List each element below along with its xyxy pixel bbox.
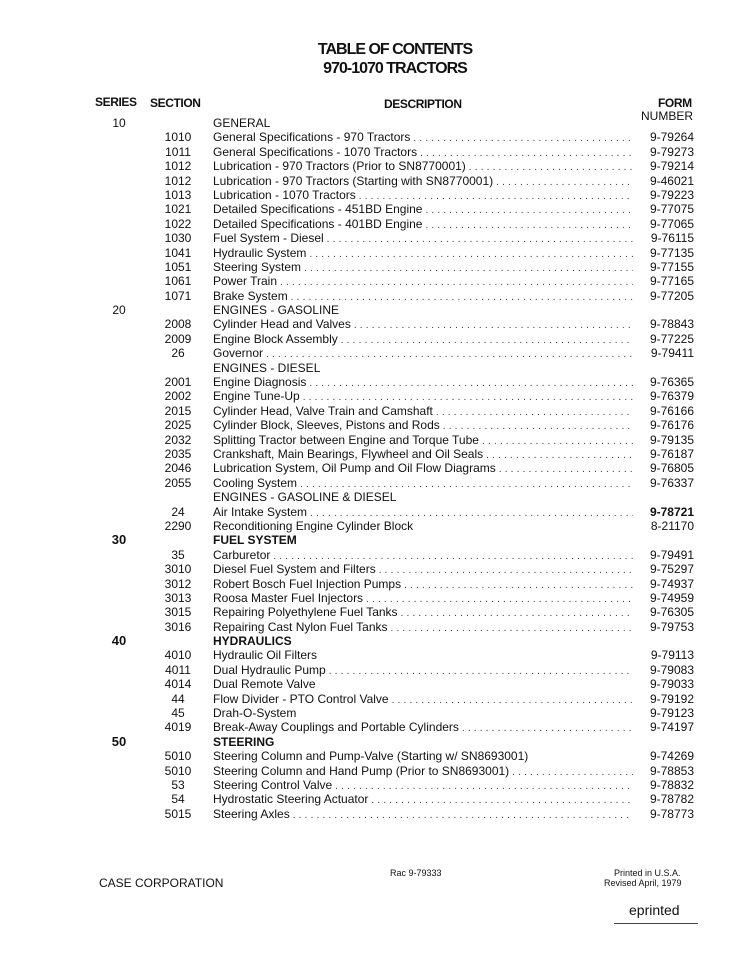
form-number-cell: 9-79264 bbox=[649, 130, 694, 145]
section-cell: 2290 bbox=[164, 518, 192, 533]
section-cell: 1071 bbox=[164, 288, 192, 303]
section-cell: 2035 bbox=[164, 446, 192, 461]
table-row bbox=[0, 577, 741, 591]
form-number-cell: 9-79123 bbox=[649, 706, 694, 721]
section-cell: 2009 bbox=[164, 331, 192, 346]
form-number-cell: 9-76805 bbox=[649, 461, 694, 476]
table-row bbox=[0, 533, 741, 547]
description-cell: Hydraulic Oil Filters bbox=[213, 648, 318, 663]
description-cell: Steering Column and Hand Pump (Prior to SN8693001) . . . bbox=[213, 764, 633, 780]
table-row bbox=[0, 490, 741, 504]
form-number-cell: 9-76115 bbox=[650, 231, 694, 246]
section-column-header: SECTION bbox=[150, 96, 201, 110]
section-cell: 4019 bbox=[164, 720, 192, 735]
table-row bbox=[0, 303, 741, 317]
form-number-cell: 9-77205 bbox=[649, 288, 694, 303]
description-cell: Carburetor . . . bbox=[213, 548, 633, 564]
description-cell: Flow Divider - PTO Control Valve . . . bbox=[213, 692, 633, 708]
table-row bbox=[0, 447, 741, 461]
form-number-cell: 9-77225 bbox=[649, 331, 694, 346]
section-cell: 35 bbox=[171, 547, 185, 562]
section-cell: 1022 bbox=[164, 216, 192, 231]
table-row bbox=[0, 505, 741, 519]
form-number-cell: 9-79753 bbox=[649, 619, 694, 634]
description-cell: HYDRAULICS bbox=[213, 634, 292, 649]
description-cell: Governor . . . bbox=[213, 346, 633, 362]
description-cell: ENGINES - DIESEL bbox=[213, 360, 321, 375]
form-number-cell: 9-74197 bbox=[649, 720, 694, 735]
series-cell: 30 bbox=[111, 532, 127, 548]
description-cell: Detailed Specifications - 401BD Engine . . . bbox=[213, 217, 633, 233]
form-number-cell: 9-76379 bbox=[649, 389, 694, 404]
number-column-header: NUMBER bbox=[641, 109, 694, 123]
table-row bbox=[0, 145, 741, 159]
description-cell: Repairing Cast Nylon Fuel Tanks . . . bbox=[213, 620, 633, 636]
table-row bbox=[0, 289, 741, 303]
description-cell: Cooling System . . . bbox=[213, 476, 633, 492]
section-cell: 1051 bbox=[164, 259, 192, 274]
description-cell: Engine Diagnosis . . . bbox=[213, 375, 633, 391]
section-cell: 2008 bbox=[164, 317, 192, 332]
form-number-cell: 9-79273 bbox=[649, 144, 694, 159]
section-cell: 3010 bbox=[164, 562, 192, 577]
form-number-cell: 9-77135 bbox=[649, 245, 694, 260]
form-number-cell: 9-78843 bbox=[649, 317, 694, 332]
description-cell: Cylinder Head, Valve Train and Camshaft . . . bbox=[213, 404, 633, 420]
form-number-cell: 9-77155 bbox=[649, 259, 694, 274]
table-row bbox=[0, 663, 741, 677]
company-name: CASE CORPORATION bbox=[99, 876, 224, 890]
form-number-cell: 9-78832 bbox=[649, 777, 694, 792]
table-row bbox=[0, 677, 741, 691]
section-cell: 26 bbox=[171, 346, 185, 361]
table-row bbox=[0, 188, 741, 202]
section-cell: 1013 bbox=[164, 187, 192, 202]
description-column-header: DESCRIPTION bbox=[384, 97, 462, 111]
section-cell: 2055 bbox=[164, 475, 192, 490]
form-number-cell: 9-46021 bbox=[649, 173, 694, 188]
form-number-cell: 9-75297 bbox=[649, 562, 694, 577]
table-row bbox=[0, 231, 741, 245]
form-number-cell: 9-79113 bbox=[650, 648, 694, 663]
section-cell: 2015 bbox=[164, 403, 192, 418]
description-cell: Hydraulic System . . . bbox=[213, 246, 633, 262]
table-row bbox=[0, 375, 741, 389]
description-cell: Splitting Tractor between Engine and Torque Tube . . . bbox=[213, 433, 633, 449]
form-number-cell: 9-79083 bbox=[649, 662, 694, 677]
table-row bbox=[0, 461, 741, 475]
table-row bbox=[0, 778, 741, 792]
form-number-cell: 9-79192 bbox=[649, 691, 694, 706]
table-row bbox=[0, 433, 741, 447]
section-cell: 5015 bbox=[164, 806, 192, 821]
series-cell: 10 bbox=[112, 116, 126, 130]
table-row bbox=[0, 476, 741, 490]
section-cell: 1012 bbox=[164, 159, 192, 174]
section-cell: 1012 bbox=[164, 173, 192, 188]
section-cell: 54 bbox=[171, 792, 185, 807]
description-cell: Robert Bosch Fuel Injection Pumps . . . bbox=[213, 577, 633, 593]
description-cell: Crankshaft, Main Bearings, Flywheel and Oil Seals . . . bbox=[213, 447, 633, 463]
description-cell: Fuel System - Diesel . . . bbox=[213, 231, 633, 247]
description-cell: Roosa Master Fuel Injectors . . . bbox=[213, 591, 633, 607]
table-row bbox=[0, 361, 741, 375]
table-row bbox=[0, 605, 741, 619]
section-cell: 24 bbox=[171, 504, 185, 519]
section-cell: 4010 bbox=[164, 648, 192, 663]
description-cell: Cylinder Head and Valves . . . bbox=[213, 317, 633, 333]
section-cell: 2032 bbox=[164, 432, 192, 447]
contents-table bbox=[0, 116, 741, 821]
description-cell: Engine Tune-Up . . . bbox=[213, 389, 633, 405]
form-number-cell: 9-76187 bbox=[649, 446, 694, 461]
table-row bbox=[0, 706, 741, 720]
form-number-cell: 9-78773 bbox=[649, 806, 694, 821]
table-row bbox=[0, 634, 741, 648]
description-cell: Dual Remote Valve bbox=[213, 677, 316, 692]
table-row bbox=[0, 260, 741, 274]
table-row bbox=[0, 807, 741, 821]
description-cell: Lubrication - 970 Tractors (Prior to SN8770001) . . . bbox=[213, 159, 633, 175]
table-row bbox=[0, 591, 741, 605]
description-cell: Lubrication - 970 Tractors (Starting with SN8770001) . . . bbox=[213, 174, 633, 190]
section-cell: 4011 bbox=[165, 662, 191, 677]
description-cell: Detailed Specifications - 451BD Engine . . . bbox=[213, 202, 633, 218]
description-cell: Air Intake System . . . bbox=[213, 505, 633, 521]
table-row bbox=[0, 692, 741, 706]
table-row bbox=[0, 130, 741, 144]
table-row bbox=[0, 202, 741, 216]
series-cell: 40 bbox=[111, 633, 127, 649]
form-number-cell: 9-76176 bbox=[649, 418, 694, 433]
description-cell: Cylinder Block, Sleeves, Pistons and Rods . . . bbox=[213, 418, 633, 434]
series-column-header: SERIES bbox=[95, 95, 137, 109]
description-cell: General Specifications - 970 Tractors . . . bbox=[213, 130, 633, 146]
description-cell: ENGINES - GASOLINE & DIESEL bbox=[213, 490, 397, 505]
description-cell: Drah-O-System bbox=[213, 706, 297, 721]
description-cell: STEERING bbox=[213, 734, 275, 749]
section-cell: 1011 bbox=[165, 144, 191, 159]
section-cell: 1030 bbox=[164, 231, 192, 246]
section-cell: 1021 bbox=[164, 202, 192, 217]
table-row bbox=[0, 174, 741, 188]
page-title: TABLE OF CONTENTS bbox=[317, 41, 473, 58]
section-cell: 3016 bbox=[164, 619, 192, 634]
table-row bbox=[0, 548, 741, 562]
series-cell: 50 bbox=[111, 733, 127, 749]
form-number-cell: 9-74937 bbox=[649, 576, 694, 591]
table-row bbox=[0, 764, 741, 778]
form-number-cell: 9-76305 bbox=[649, 605, 694, 620]
form-number-cell: 9-77065 bbox=[649, 216, 694, 231]
section-cell: 1061 bbox=[164, 274, 192, 289]
table-row bbox=[0, 720, 741, 734]
section-cell: 44 bbox=[171, 691, 185, 706]
form-number-cell: 9-79223 bbox=[649, 187, 694, 202]
form-number-cell: 9-76365 bbox=[649, 375, 694, 390]
page-subtitle: 970-1070 TRACTORS bbox=[323, 60, 467, 77]
table-row bbox=[0, 735, 741, 749]
eprinted-underline bbox=[614, 923, 698, 924]
section-cell: 53 bbox=[171, 777, 185, 792]
table-row bbox=[0, 562, 741, 576]
description-cell: Steering Column and Pump-Valve (Starting w/ SN8693001) bbox=[213, 749, 529, 764]
description-cell: FUEL SYSTEM bbox=[213, 533, 297, 548]
description-cell: Break-Away Couplings and Portable Cylinders . . . bbox=[213, 720, 633, 736]
table-row bbox=[0, 159, 741, 173]
form-number-cell: 9-77075 bbox=[649, 202, 694, 217]
form-number-cell: 9-78721 bbox=[649, 504, 694, 519]
description-cell: Dual Hydraulic Pump . . . bbox=[213, 663, 633, 679]
description-cell: Reconditioning Engine Cylinder Block bbox=[213, 518, 414, 533]
section-cell: 4014 bbox=[164, 677, 192, 692]
section-cell: 3015 bbox=[164, 605, 192, 620]
table-row bbox=[0, 317, 741, 331]
table-row bbox=[0, 620, 741, 634]
form-number-cell: 9-79033 bbox=[649, 677, 694, 692]
section-cell: 5010 bbox=[164, 749, 192, 764]
table-row bbox=[0, 217, 741, 231]
rac-number: Rac 9-79333 bbox=[390, 868, 442, 878]
table-row bbox=[0, 274, 741, 288]
table-row bbox=[0, 346, 741, 360]
description-cell: Steering Axles . . . bbox=[213, 807, 633, 823]
section-cell: 45 bbox=[171, 706, 185, 721]
section-cell: 1041 bbox=[164, 245, 192, 260]
description-cell: Steering System . . . bbox=[213, 260, 633, 276]
description-cell: Steering Control Valve . . . bbox=[213, 778, 633, 794]
description-cell: GENERAL bbox=[213, 116, 271, 130]
table-row bbox=[0, 404, 741, 418]
revised-date: Revised April, 1979 bbox=[604, 878, 682, 888]
printed-in: Printed in U.S.A. bbox=[614, 868, 681, 878]
table-row bbox=[0, 246, 741, 260]
section-cell: 5010 bbox=[164, 763, 192, 778]
section-cell: 2025 bbox=[164, 418, 192, 433]
form-number-cell: 9-79214 bbox=[649, 159, 694, 174]
form-number-cell: 9-74269 bbox=[649, 749, 694, 764]
description-cell: Repairing Polyethylene Fuel Tanks . . . bbox=[213, 605, 633, 621]
table-row bbox=[0, 648, 741, 662]
description-cell: Lubrication System, Oil Pump and Oil Flow Diagrams . . . bbox=[213, 461, 633, 477]
description-cell: General Specifications - 1070 Tractors . . . bbox=[213, 145, 633, 161]
description-cell: Engine Block Assembly . . . bbox=[213, 332, 633, 348]
form-number-cell: 9-79491 bbox=[649, 547, 694, 562]
form-number-cell: 9-79135 bbox=[649, 432, 694, 447]
section-cell: 3012 bbox=[164, 576, 192, 591]
table-row bbox=[0, 116, 741, 130]
section-cell: 2046 bbox=[164, 461, 192, 476]
description-cell: Brake System . . . bbox=[213, 289, 633, 305]
form-number-cell: 9-74959 bbox=[649, 590, 694, 605]
section-cell: 1010 bbox=[164, 130, 192, 145]
description-cell: Power Train . . . bbox=[213, 274, 633, 290]
section-cell: 2002 bbox=[164, 389, 192, 404]
table-row bbox=[0, 332, 741, 346]
form-number-cell: 9-77165 bbox=[649, 274, 694, 289]
table-row bbox=[0, 418, 741, 432]
description-cell: Hydrostatic Steering Actuator . . . bbox=[213, 792, 633, 808]
section-cell: 2001 bbox=[164, 375, 192, 390]
section-cell: 3013 bbox=[164, 590, 192, 605]
form-number-cell: 8-21170 bbox=[650, 518, 694, 533]
form-number-cell: 9-76166 bbox=[649, 403, 694, 418]
table-row bbox=[0, 519, 741, 533]
form-column-header: FORM bbox=[658, 96, 692, 110]
series-cell: 20 bbox=[112, 303, 126, 318]
form-number-cell: 9-79411 bbox=[650, 346, 694, 361]
description-cell: ENGINES - GASOLINE bbox=[213, 303, 340, 318]
table-row bbox=[0, 792, 741, 806]
form-number-cell: 9-78853 bbox=[649, 763, 694, 778]
description-cell: Diesel Fuel System and Filters . . . bbox=[213, 562, 633, 578]
table-row bbox=[0, 389, 741, 403]
description-cell: Lubrication - 1070 Tractors . . . bbox=[213, 188, 633, 204]
form-number-cell: 9-78782 bbox=[649, 792, 694, 807]
eprinted-mark: eprinted bbox=[629, 902, 680, 918]
table-row bbox=[0, 749, 741, 763]
form-number-cell: 9-76337 bbox=[649, 475, 694, 490]
